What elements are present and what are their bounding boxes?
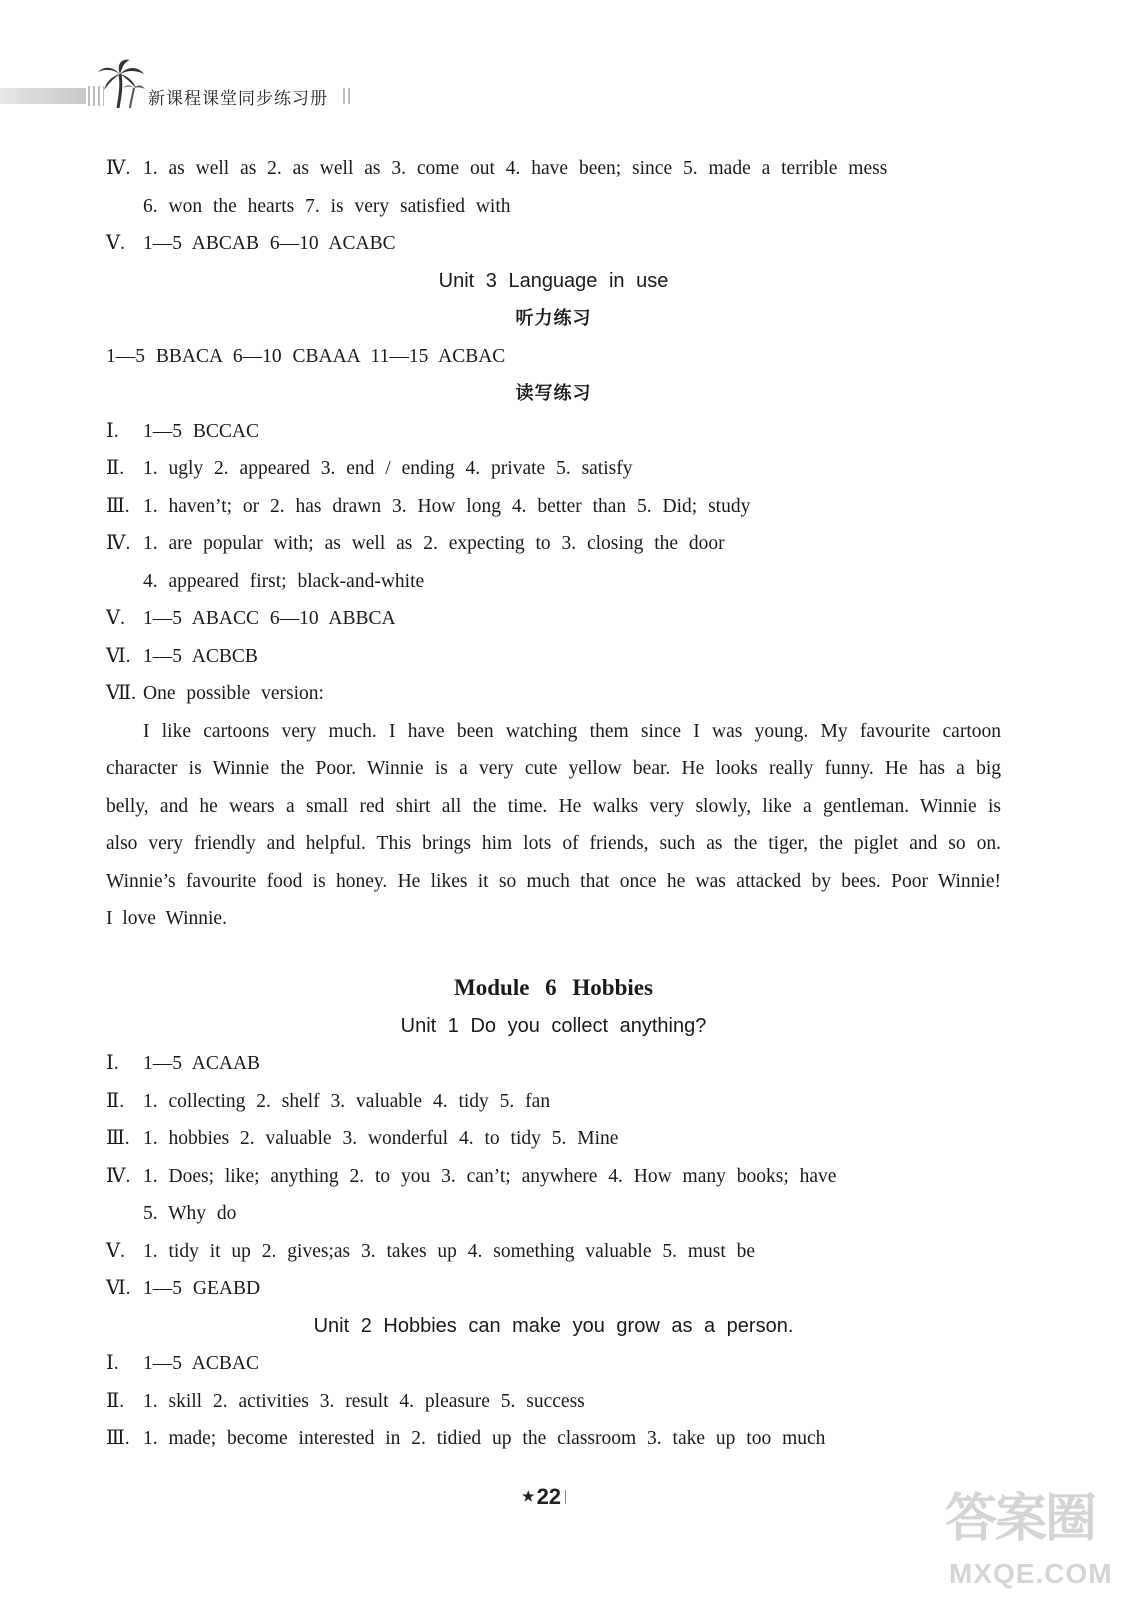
answer-line xyxy=(106,1045,1001,1083)
listening-answers: 1—5 BBACA 6—10 CBAAA 11—15 ACBAC xyxy=(106,345,506,367)
answer-line xyxy=(106,1158,1001,1196)
answer-text: 1. collecting 2. shelf 3. valuable 4. tidy 5. fan xyxy=(143,1090,551,1112)
item-number: Ⅳ. xyxy=(106,158,131,179)
listening-heading: 听力练习 xyxy=(515,308,592,329)
answer-line xyxy=(106,563,1001,601)
palm-tree-icon xyxy=(96,58,146,110)
item-number: Ⅴ. xyxy=(106,1240,125,1262)
header-gray-bar xyxy=(0,88,86,104)
answer-text: 1—5 GEABD xyxy=(143,1278,261,1299)
item-number: Ⅳ. xyxy=(106,533,131,554)
watermark-site-text: MXQE.COM xyxy=(949,1558,1113,1589)
item-number: Ⅳ. xyxy=(106,1165,131,1187)
item-number: Ⅴ. xyxy=(106,608,125,629)
answer-line xyxy=(106,1420,1001,1458)
answer-line xyxy=(106,450,1001,488)
item-number: Ⅵ. xyxy=(106,645,131,667)
answer-content xyxy=(106,150,1001,1458)
answer-text: 1. ugly 2. appeared 3. end / ending 4. private 5. satisfy xyxy=(143,458,633,479)
answer-line xyxy=(106,150,1001,188)
item-number: Ⅰ. xyxy=(106,1353,119,1374)
answer-line xyxy=(106,1120,1001,1158)
answer-text: 1—5 ACBCB xyxy=(143,645,258,667)
answer-line xyxy=(106,1383,1001,1421)
page-number xyxy=(522,1484,566,1510)
item-number: Ⅲ. xyxy=(106,495,130,517)
answer-text: One possible version: xyxy=(143,683,324,704)
answer-line xyxy=(106,225,1001,263)
module-title: Module 6 Hobbies xyxy=(454,974,653,1000)
answer-text: 5. Why do xyxy=(143,1203,237,1224)
item-number: Ⅰ. xyxy=(106,420,119,442)
item-number: Ⅵ. xyxy=(106,1278,131,1299)
item-number: Ⅱ. xyxy=(106,1390,125,1412)
answer-text: 1. hobbies 2. valuable 3. wonderful 4. to tidy 5. Mine xyxy=(143,1128,619,1149)
answer-line xyxy=(106,413,1001,451)
watermark-logo-text: 答案圈 xyxy=(945,1489,1096,1549)
answer-text: 1—5 BCCAC xyxy=(143,420,259,442)
item-number: Ⅶ. xyxy=(106,683,137,704)
answer-line xyxy=(106,1195,1001,1233)
item-number: Ⅲ. xyxy=(106,1128,130,1149)
reading-writing-heading: 读写练习 xyxy=(515,383,592,404)
answer-line xyxy=(106,600,1001,638)
star-icon: ★ xyxy=(522,1488,535,1504)
answer-line xyxy=(106,525,1001,563)
answer-text: 1—5 ACBAC xyxy=(143,1353,259,1374)
header-end-ticks xyxy=(343,88,353,104)
answer-text: 1. haven’t; or 2. has drawn 3. How long 4. better than 5. Did; study xyxy=(143,495,751,517)
answer-line xyxy=(106,188,1001,226)
answer-text: 1. as well as 2. as well as 3. come out 4. have been; since 5. made a terrible mess xyxy=(143,158,888,179)
item-number: Ⅰ. xyxy=(106,1053,119,1074)
answer-line xyxy=(106,675,1001,713)
item-number: Ⅱ. xyxy=(106,1090,125,1112)
page-tick xyxy=(565,1490,566,1504)
unit-title: Unit 1 Do you collect anything? xyxy=(400,1014,707,1037)
answer-text: 1. Does; like; anything 2. to you 3. can’t; anywhere 4. How many books; have xyxy=(143,1165,837,1187)
answer-line xyxy=(106,1345,1001,1383)
item-number: Ⅲ. xyxy=(106,1428,130,1449)
answer-text: 4. appeared first; black-and-white xyxy=(143,570,425,592)
answer-text: 1. are popular with; as well as 2. expecting to 3. closing the door xyxy=(143,533,725,554)
book-title: 新课程课堂同步练习册 xyxy=(148,89,328,109)
answer-text: 1—5 ACAAB xyxy=(143,1053,261,1074)
answer-line xyxy=(106,1083,1001,1121)
answer-text: 1. tidy it up 2. gives;as 3. takes up 4. something valuable 5. must be xyxy=(143,1240,756,1262)
answer-text: 6. won the hearts 7. is very satisfied with xyxy=(143,195,511,217)
item-number: Ⅱ. xyxy=(106,458,125,479)
answer-text: 1. skill 2. activities 3. result 4. pleasure 5. success xyxy=(143,1390,585,1412)
answer-line xyxy=(106,638,1001,676)
page-header xyxy=(0,58,420,118)
answer-line xyxy=(106,1233,1001,1271)
watermark xyxy=(945,1476,1113,1596)
answer-text: 1—5 ABACC 6—10 ABBCA xyxy=(143,608,396,629)
answer-line xyxy=(106,488,1001,526)
unit-title: Unit 2 Hobbies can make you grow as a person. xyxy=(313,1314,794,1337)
item-number: Ⅴ. xyxy=(106,233,125,254)
answer-line xyxy=(106,1270,1001,1308)
sample-essay: I like cartoons very much. I have been watching them since I was young. My favourite cartoon character is Winnie the Poor. Winnie is a very cute yellow bear. He looks really funny. He has a big belly, and he wears a small red shirt all the time. He walks very slowly, like a gentleman. Winnie is also very friendly and helpful. This brings him lots of friends, such as the tiger, the piglet and so on. Winnie’s favourite food is honey. He likes it so much that once he was attacked by bees. Poor Winnie! I love Winnie. xyxy=(106,720,1001,929)
page-number-value: 22 xyxy=(536,1484,562,1509)
answer-text: 1—5 ABCAB 6—10 ACABC xyxy=(143,233,396,254)
unit-title: Unit 3 Language in use xyxy=(438,269,669,292)
answer-text: 1. made; become interested in 2. tidied up the classroom 3. take up too much xyxy=(143,1428,826,1449)
